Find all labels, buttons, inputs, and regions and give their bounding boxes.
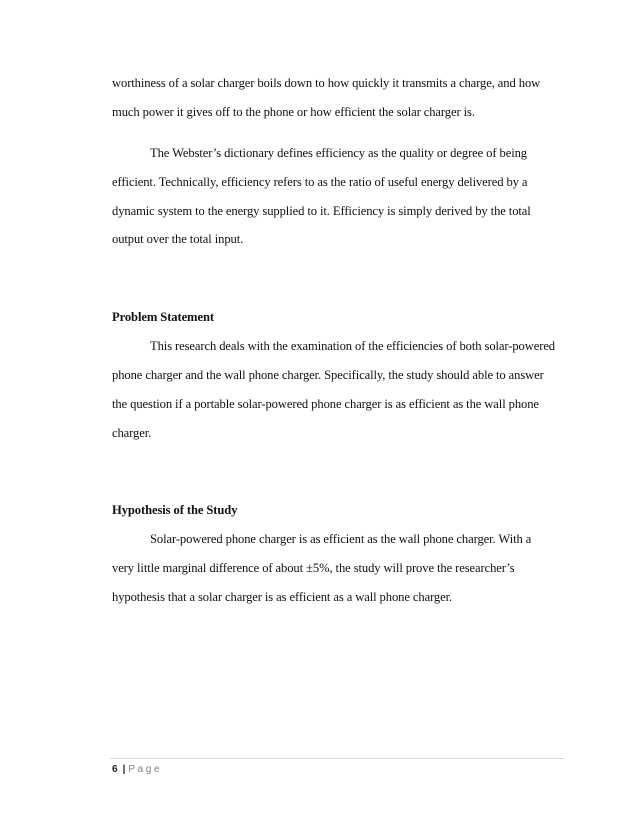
problem-statement-line-4: charger. [112, 426, 152, 440]
footer-divider [110, 758, 564, 759]
paragraph-efficiency-line-2: efficient. Technically, efficiency refers to as the ratio of useful energy delivered by a [112, 175, 528, 189]
page-footer [112, 763, 162, 776]
problem-statement-line-3: the question if a portable solar-powered phone charger is as efficient as the wall phone [112, 397, 539, 411]
paragraph-efficiency-line-4: output over the total input. [112, 232, 244, 246]
paragraph-intro-line-2: much power it gives off to the phone or how efficient the solar charger is. [112, 105, 475, 119]
hypothesis-line-1: Solar-powered phone charger is as efficient as the wall phone charger. With a [150, 532, 532, 546]
problem-statement-line-2: phone charger and the wall phone charger. Specifically, the study should able to answer [112, 368, 544, 382]
page-number: 6 [112, 764, 118, 775]
paragraph-intro-line-1: worthiness of a solar charger boils down to how quickly it transmits a charge, and how [112, 76, 541, 90]
paragraph-efficiency-line-1: The Webster’s dictionary defines efficiency as the quality or degree of being [150, 146, 528, 160]
page-label: Page [128, 764, 163, 775]
problem-statement-line-1: This research deals with the examination of the efficiencies of both solar-powered [150, 339, 556, 353]
hypothesis-line-2: very little marginal difference of about ±5%, the study will prove the researcher’s [112, 561, 515, 575]
hypothesis-line-3: hypothesis that a solar charger is as efficient as a wall phone charger. [112, 590, 453, 604]
problem-statement-heading: Problem Statement [112, 310, 214, 324]
hypothesis-heading: Hypothesis of the Study [112, 503, 238, 517]
footer-separator: | [122, 764, 126, 775]
paragraph-efficiency-line-3: dynamic system to the energy supplied to it. Efficiency is simply derived by the total [112, 204, 531, 218]
